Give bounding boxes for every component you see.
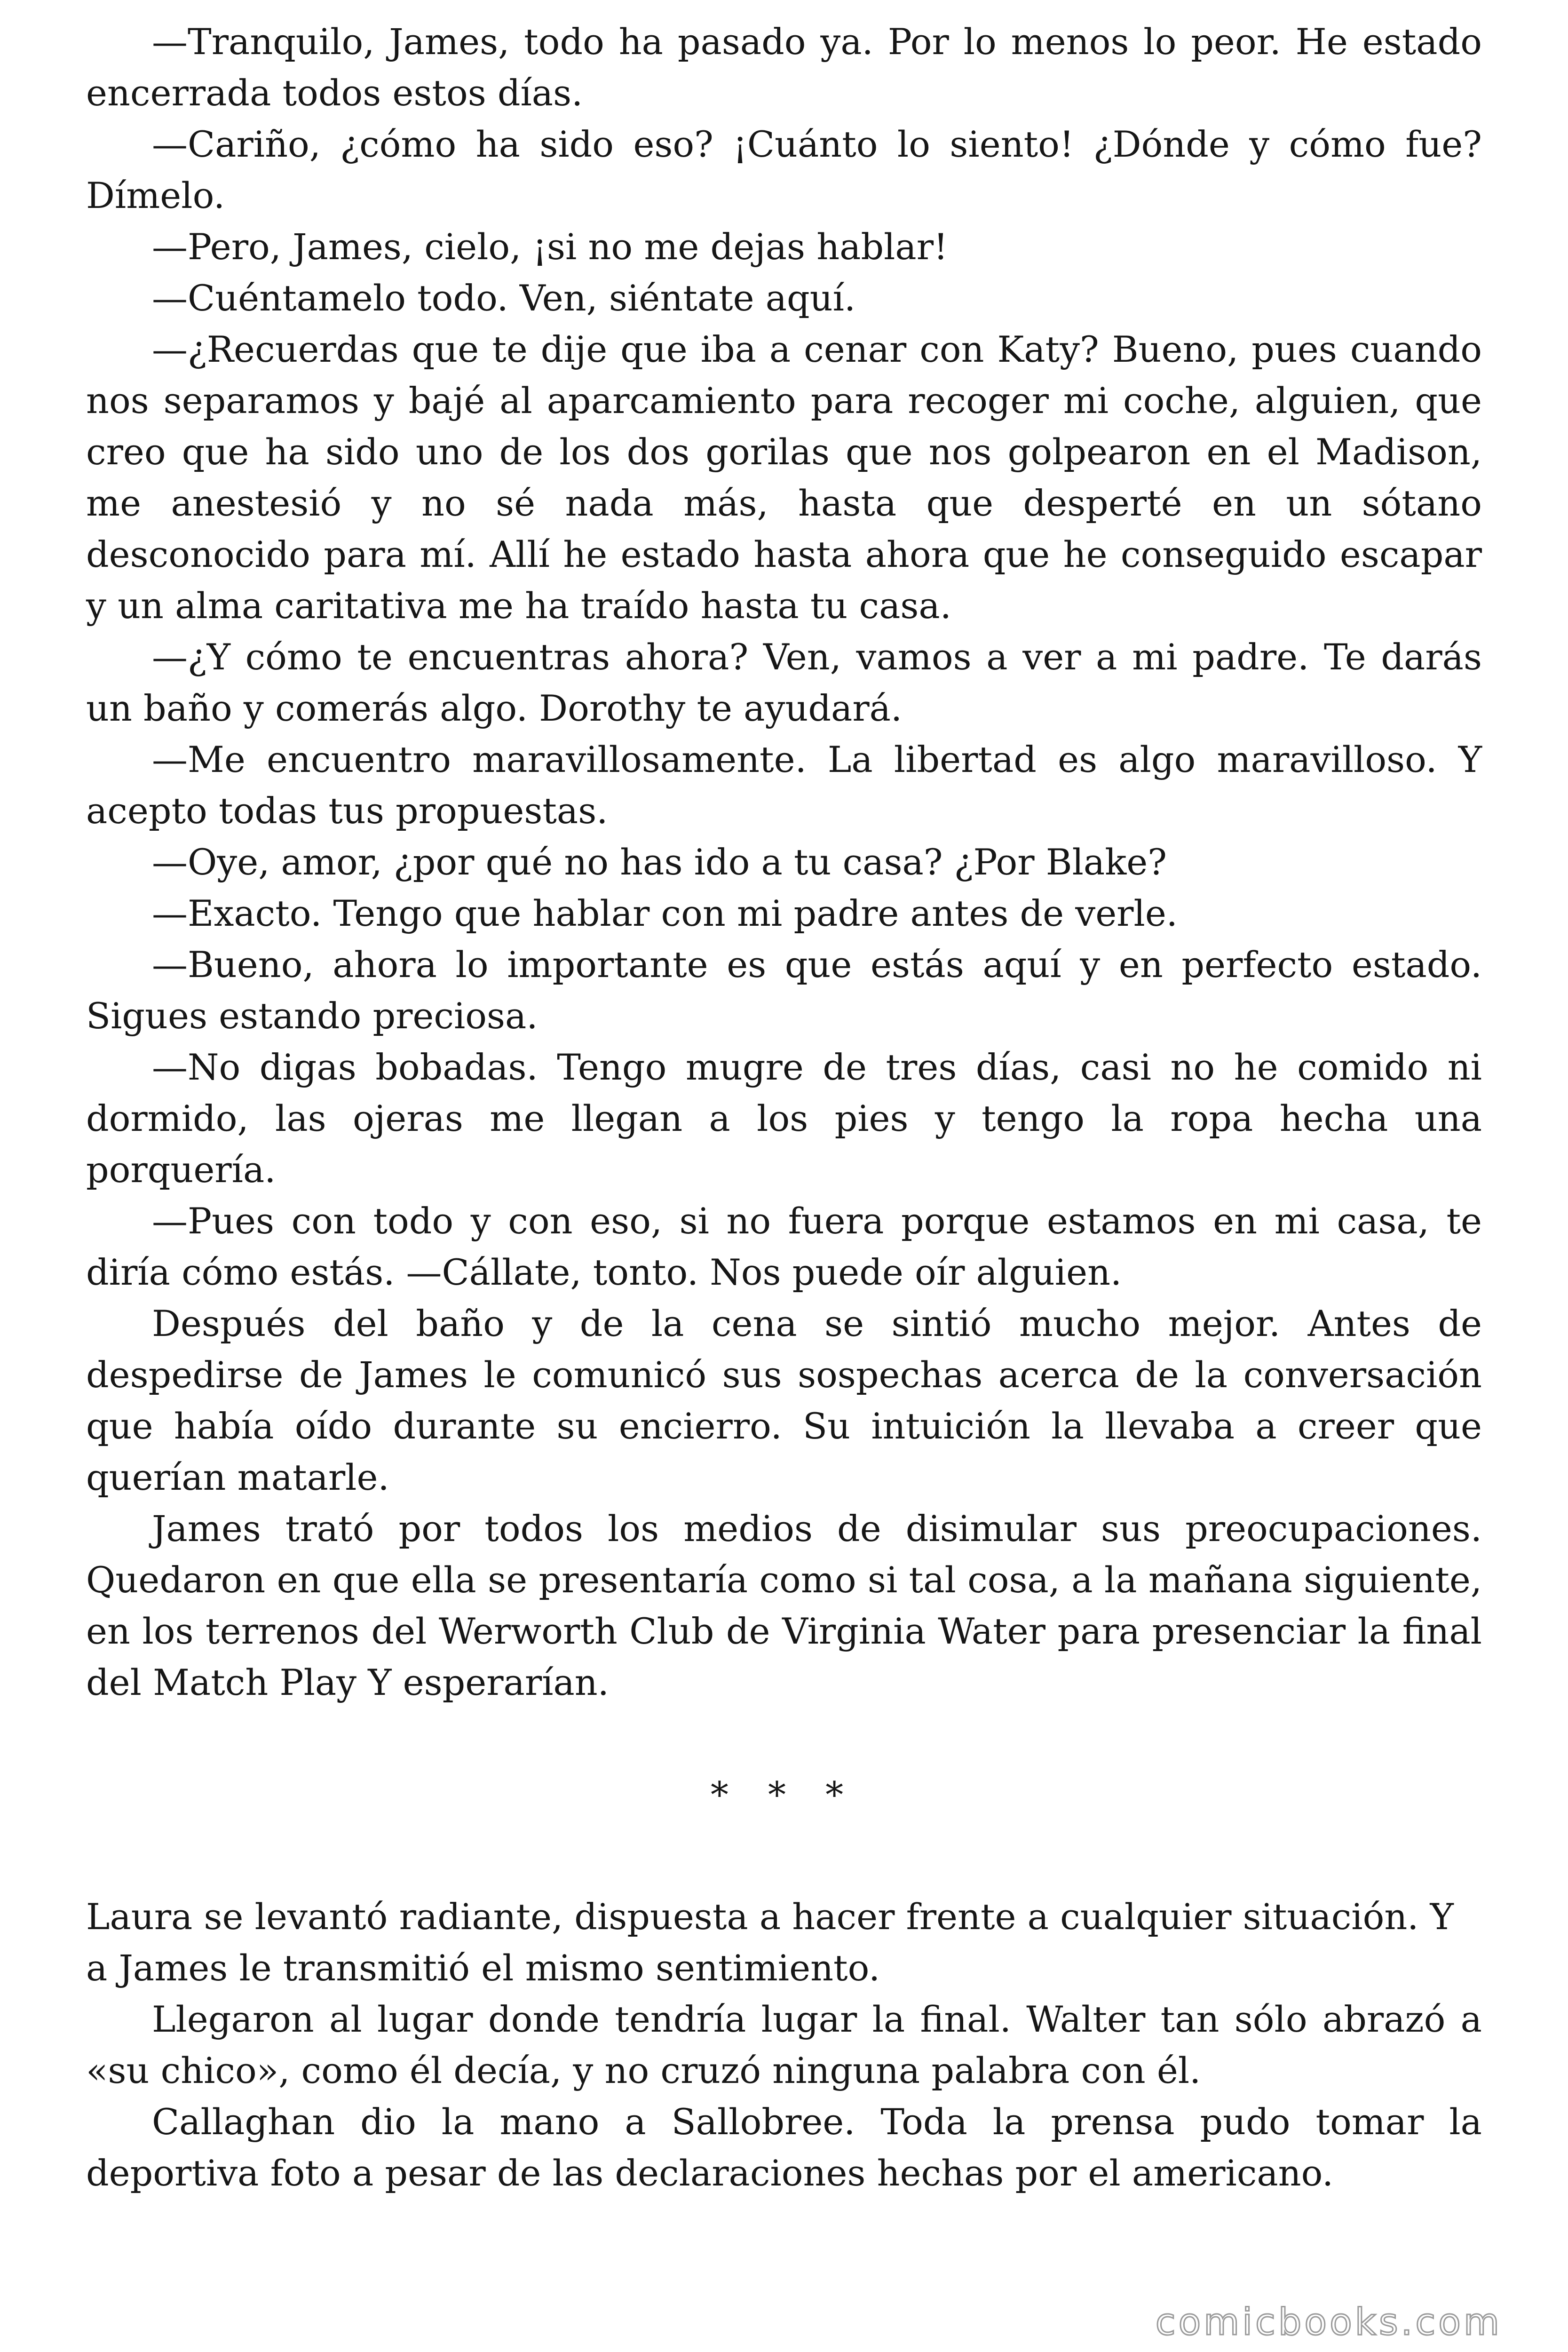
paragraph: James trató por todos los medios de disimular sus preocupaciones. Quedaron en que ella se presentaría como si tal cosa, a la mañana siguiente, en los terrenos del Werworth Club de Virginia Water para presenciar la final del Match Play Y esperarían. <box>86 1508 1482 1703</box>
paragraph: Llegaron al lugar donde tendría lugar la final. Walter tan sólo abrazó a «su chico», como él decía, y no cruzó ninguna palabra con él. <box>86 1998 1482 2091</box>
paragraph: —Oye, amor, ¿por qué no has ido a tu casa? ¿Por Blake? <box>152 841 1167 883</box>
section-separator: * * * <box>710 1774 858 1816</box>
paragraph: Después del baño y de la cena se sintió mucho mejor. Antes de despedirse de James le comunicó sus sospechas acerca de la conversación que había oído durante su encierro. Su intuición la llevaba a creer que querían matarle. <box>86 1303 1482 1498</box>
paragraph: Callaghan dio la mano a Sallobree. Toda la prensa pudo tomar la deportiva foto a pesar de las declaraciones hechas por el americano. <box>86 2101 1482 2194</box>
paragraph: —Me encuentro maravillosamente. La libertad es algo maravilloso. Y acepto todas tus propuestas. <box>86 739 1482 832</box>
watermark: comicbooks.com <box>1155 2301 1502 2344</box>
paragraph: —Cuéntamelo todo. Ven, siéntate aquí. <box>152 277 856 319</box>
paragraph: —Tranquilo, James, todo ha pasado ya. Por lo menos lo peor. He estado encerrada todos estos días. <box>86 21 1482 114</box>
paragraph: —¿Recuerdas que te dije que iba a cenar con Katy? Bueno, pues cuando nos separamos y bajé al aparcamiento para recoger mi coche, alguien, que creo que ha sido uno de los dos gorilas que nos golpearon en el Madison, me anestesió y no sé nada más, hasta que desperté en un sótano desconocido para mí. Allí he estado hasta ahora que he conseguido escapar y un alma caritativa me ha traído hasta tu casa. <box>86 328 1482 627</box>
paragraph: —Pero, James, cielo, ¡si no me dejas hablar! <box>152 226 948 268</box>
paragraph: —¿Y cómo te encuentras ahora? Ven, vamos a ver a mi padre. Te darás un baño y comerás algo. Dorothy te ayudará. <box>86 636 1482 729</box>
paragraph: —No digas bobadas. Tengo mugre de tres días, casi no he comido ni dormido, las ojeras me llegan a los pies y tengo la ropa hecha una porquería. <box>86 1046 1482 1191</box>
book-page <box>86 0 1482 2199</box>
paragraph: Laura se levantó radiante, dispuesta a hacer frente a cualquier situación. Y a James le transmitió el mismo sentimiento. <box>86 1896 1454 1989</box>
paragraph: —Exacto. Tengo que hablar con mi padre antes de verle. <box>152 892 1178 934</box>
paragraph: —Bueno, ahora lo importante es que estás aquí y en perfecto estado. Sigues estando preciosa. <box>86 944 1482 1037</box>
paragraph: —Pues con todo y con eso, si no fuera porque estamos en mi casa, te diría cómo estás. —Cállate, tonto. Nos puede oír alguien. <box>86 1200 1482 1293</box>
paragraph: —Cariño, ¿cómo ha sido eso? ¡Cuánto lo siento! ¿Dónde y cómo fue? Dímelo. <box>86 123 1482 216</box>
